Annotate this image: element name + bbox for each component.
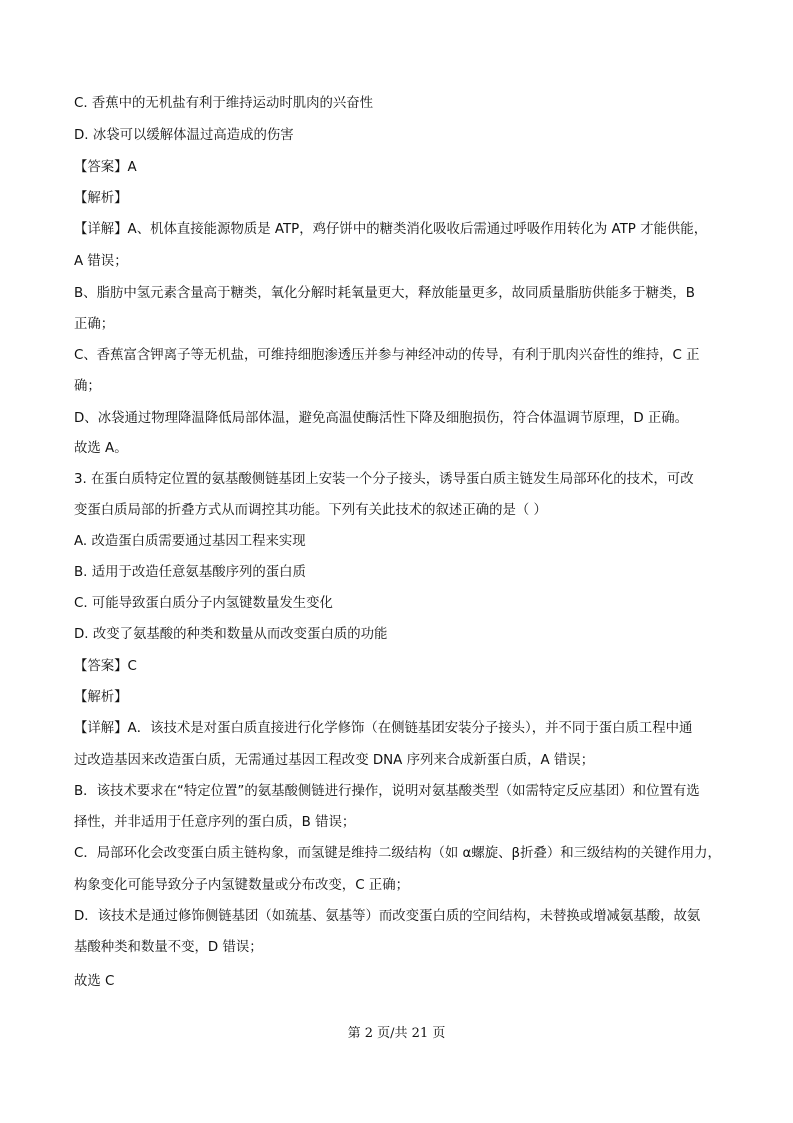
option-d-line: D. 改变了氨基酸的种类和数量从而改变蛋白质的功能	[74, 627, 388, 642]
conclusion-line: 故选 C	[74, 974, 115, 989]
analysis-label: 【解析】	[74, 690, 128, 705]
detail-line: 【详解】A．该技术是对蛋白质直接进行化学修饰（在侧链基团安装分子接头），并不同于蛋白质工程中通	[74, 721, 693, 736]
detail-line: B．该技术要求在“特定位置”的氨基酸侧链进行操作，说明对氨基酸类型（如需特定反应基团）和位置有选	[74, 784, 700, 799]
detail-line: 基酸种类和数量不变，D 错误；	[74, 940, 263, 955]
detail-line: 【详解】A、机体直接能源物质是 ATP，鸡仔饼中的糖类消化吸收后需通过呼吸作用转化为 ATP 才能供能，	[74, 222, 708, 237]
option-d-line: D. 冰袋可以缓解体温过高造成的伤害	[74, 128, 294, 143]
detail-line: D．该技术是通过修饰侧链基团（如巯基、氨基等）而改变蛋白质的空间结构，未替换或增减氨基酸，故氨	[74, 909, 701, 924]
detail-line: 正确；	[74, 317, 115, 332]
answer-label: 【答案】A	[74, 160, 137, 175]
detail-line: C．局部环化会改变蛋白质主链构象，而氢键是维持二级结构（如 α螺旋、β折叠）和三级结构的关键作用力，	[74, 846, 721, 861]
detail-line: D、冰袋通过物理降温降低局部体温，避免高温使酶活性下降及细胞损伤，符合体温调节原理，D 正确。	[74, 411, 689, 426]
detail-line: 过改造基因来改造蛋白质，无需通过基因工程改变 DNA 序列来合成新蛋白质，A 错误；	[74, 753, 595, 768]
question-line: 变蛋白质局部的折叠方式从而调控其功能。下列有关此技术的叙述正确的是（ ）	[74, 503, 547, 518]
detail-line: 择性，并非适用于任意序列的蛋白质，B 错误；	[74, 815, 356, 830]
analysis-label: 【解析】	[74, 191, 128, 206]
option-a-line: A. 改造蛋白质需要通过基因工程来实现	[74, 534, 306, 549]
option-c-line: C. 可能导致蛋白质分子内氢键数量发生变化	[74, 596, 333, 611]
detail-line: B、脂肪中氢元素含量高于糖类，氧化分解时耗氧量更大，释放能量更多，故同质量脂肪供能多于糖类，B	[74, 286, 695, 301]
detail-line: A 错误；	[74, 254, 128, 269]
detail-line: 构象变化可能导致分子内氢键数量或分布改变，C 正确；	[74, 878, 409, 893]
conclusion-line: 故选 A。	[74, 441, 128, 456]
detail-line: 确；	[74, 379, 101, 394]
option-c-line: C. 香蕉中的无机盐有利于维持运动时肌肉的兴奋性	[74, 96, 374, 111]
question-line: 3. 在蛋白质特定位置的氨基酸侧链基团上安装一个分子接头，诱导蛋白质主链发生局部环化的技术，可改	[74, 472, 694, 487]
option-b-line: B. 适用于改造任意氨基酸序列的蛋白质	[74, 565, 306, 580]
answer-label: 【答案】C	[74, 659, 137, 674]
page-number-footer: 第 2 页/共 21 页	[347, 1026, 446, 1041]
detail-line: C、香蕉富含钾离子等无机盐，可维持细胞渗透压并参与神经冲动的传导，有利于肌肉兴奋性的维持，C 正	[74, 348, 700, 363]
